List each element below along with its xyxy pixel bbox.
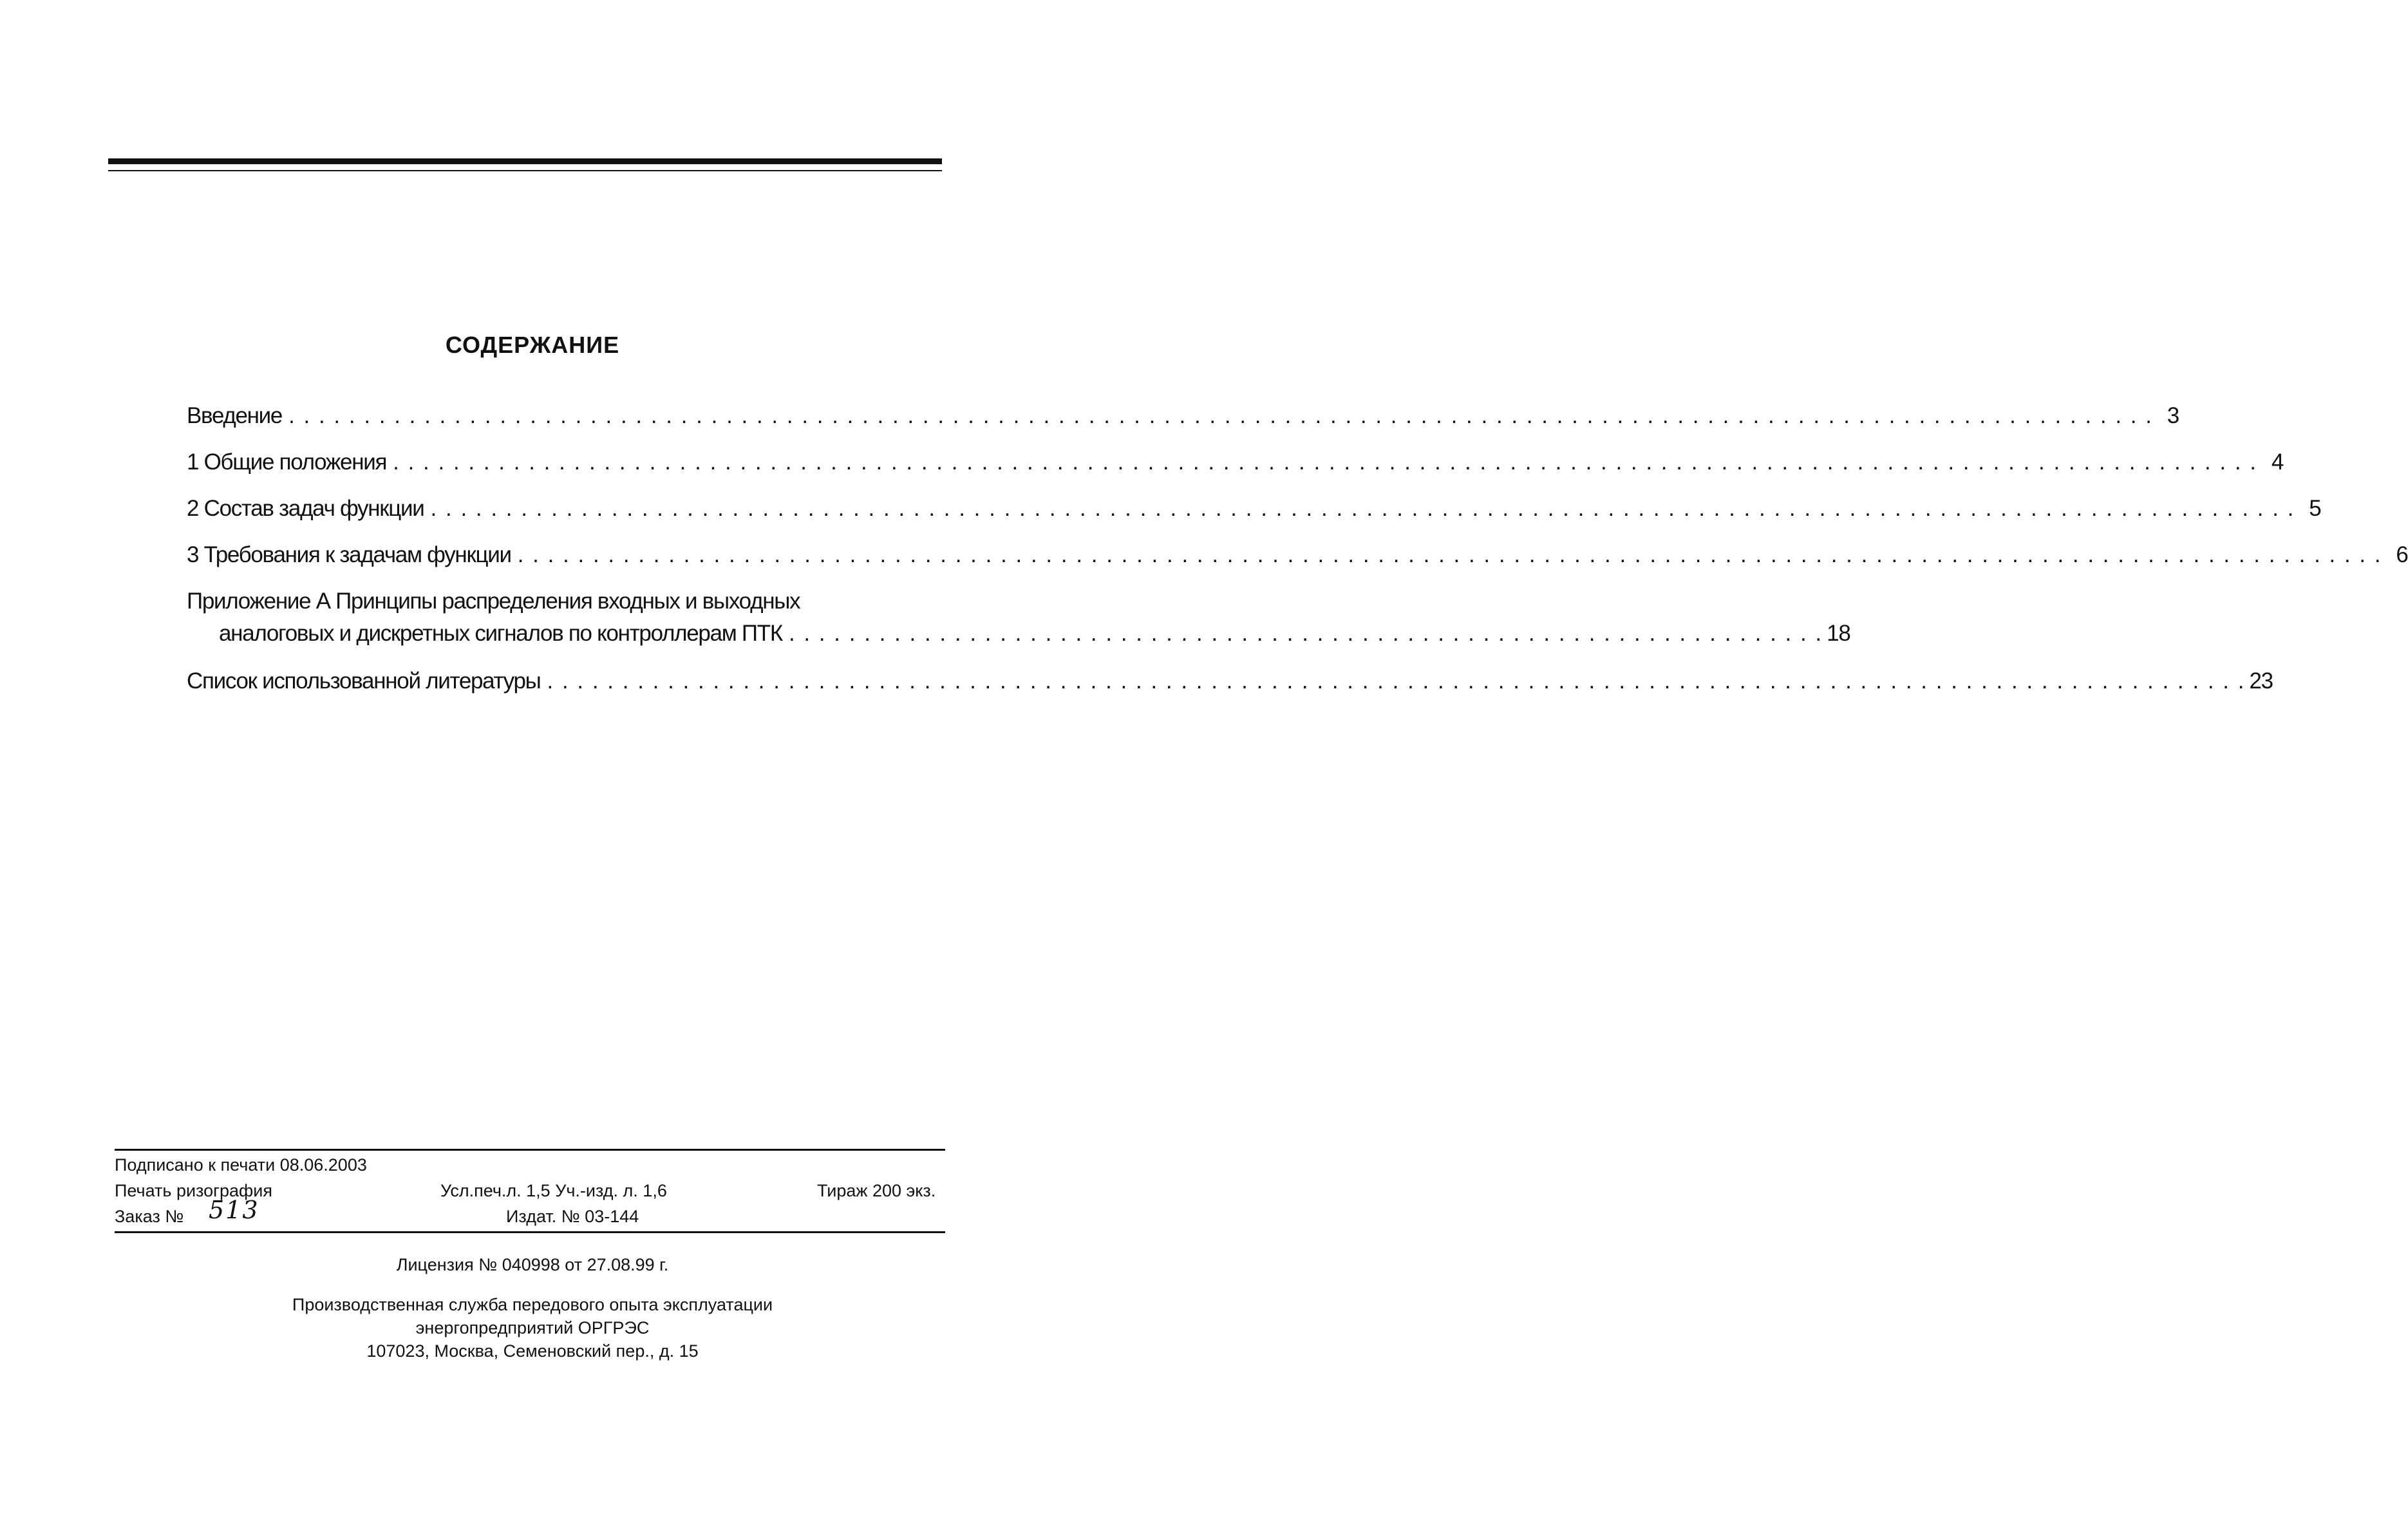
order-label: Заказ №	[115, 1207, 184, 1226]
toc-entry	[219, 619, 1850, 648]
publisher-name-line2: энергопредприятий ОРГРЭС	[415, 1318, 650, 1337]
imprint-rule-top	[115, 1149, 945, 1151]
publisher-address: 107023, Москва, Семеновский пер., д. 15	[366, 1341, 699, 1361]
toc-entry-page: 4	[2271, 449, 2284, 475]
toc-entry-page: 3	[2167, 403, 2179, 428]
toc-entry	[187, 402, 2179, 430]
toc-entry-page: 23	[2249, 668, 2273, 694]
toc-leader-dots: . . . . . . . . . . . . . . . . . . . . . . . . . . . . . . . . . . . . . . . . . . . . . . . . . . . . . . . . . . . . . . . . . . . . . . . . . . . . . . . . . . . . . . . . . . . . . . . . . . . . . . . . . . . . . . . . . . . . . . . . . . . .	[393, 449, 2258, 475]
toc-entry	[187, 448, 2284, 477]
imprint-rule-bottom	[115, 1231, 945, 1233]
toc-entry-label: Введение	[187, 403, 283, 428]
signed-to-print: Подписано к печати 08.06.2003	[115, 1155, 367, 1175]
toc-entry	[187, 495, 2321, 523]
publisher-name-line1: Производственная служба передового опыта эксплуатации	[292, 1295, 773, 1314]
toc-entry-label: 3 Требования к задачам функции	[187, 542, 511, 567]
toc-entry-label-line1: Приложение А Принципы распределения входных и выходных	[187, 589, 800, 614]
header-rule-thick	[108, 158, 942, 164]
toc-leader-dots: . . . . . . . . . . . . . . . . . . . . . . . . . . . . . . . . . . . . . . . . . . . . . . . . . . . . . . . . . . . . . . . . . . . . . . . . . . . . . . . . . . . . . . . . . . . . . . . . . . . . . . . . . . . . . . . . . . . . . . . . . . . .	[288, 403, 2153, 428]
toc-entry	[187, 667, 2273, 695]
toc-leader-dots: . . . . . . . . . . . . . . . . . . . . . . . . . . . . . . . . . . . . . . . . . . . . . . . . . . . . . . . . . . . . . . . . . . . . . . . . . . . . . . . . . . . . . . . . . . . . . . . . . . . . . . . . . . . . . . . . . . . . . . . . . . . .	[430, 496, 2295, 521]
circulation: Тираж 200 экз.	[817, 1181, 936, 1200]
toc-entry-page: 6	[2396, 542, 2408, 567]
print-type: Печать ризография	[115, 1181, 272, 1200]
toc-entry-page: 5	[2309, 496, 2321, 521]
license-line: Лицензия № 040998 от 27.08.99 г.	[396, 1255, 669, 1274]
header-rule-thin	[108, 170, 942, 171]
toc-entry-label: 2 Состав задач функции	[187, 496, 424, 521]
page-title: СОДЕРЖАНИЕ	[445, 332, 620, 358]
toc-entry-label: аналоговых и дискретных сигналов по контроллерам ПТК	[219, 621, 782, 646]
toc-entry	[187, 541, 2408, 569]
toc-entry-label: Список использованной литературы	[187, 668, 541, 694]
toc-leader-dots: . . . . . . . . . . . . . . . . . . . . . . . . . . . . . . . . . . . . . . . . . . . . . . . . . . . . . . . . . . . . . . . . . . . . . . . . . . . . . . . . . . . . . . . . . . . . . . . . . . . . . . . . . . . . . . . . . . . . . . . . . . . .	[517, 542, 2382, 567]
toc-leader-dots: . . . . . . . . . . . . . . . . . . . . . . . . . . . . . . . . . . . . . . . . . . . . . . . . . . . . . . . . . . . . . . . . . . . . . . . . . . . . . . . . . . . . . . . . . . . . . . . . . . . . . . . . . . . . . . . . .	[547, 668, 2246, 694]
publisher-number: Издат. № 03-144	[506, 1207, 639, 1226]
toc-entry-label: 1 Общие положения	[187, 449, 387, 475]
toc-leader-dots: . . . . . . . . . . . . . . . . . . . . . . . . . . . . . . . . . . . . . . . . . . . . . . . . . . . . . . . . . . . . . . . . . . . . .	[788, 621, 1823, 646]
print-sheets: Усл.печ.л. 1,5 Уч.-изд. л. 1,6	[440, 1181, 667, 1200]
toc-entry-page: 18	[1827, 621, 1850, 646]
order-number-handwritten: 513	[209, 1196, 259, 1224]
